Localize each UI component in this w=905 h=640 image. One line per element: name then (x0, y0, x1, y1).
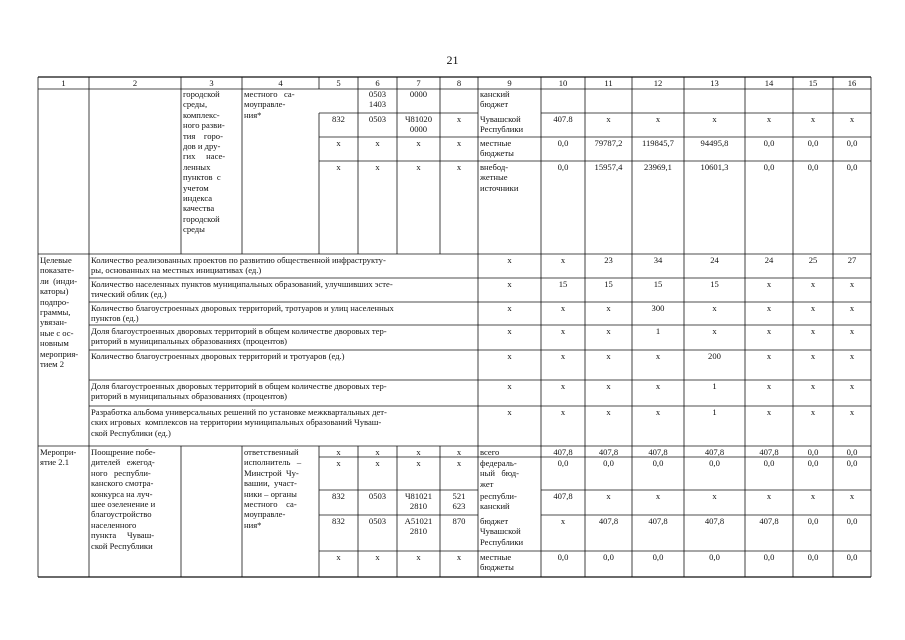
code-cell: x (416, 458, 421, 468)
value-cell: x (655, 407, 661, 417)
value-cell: 0,0 (807, 458, 819, 468)
code-cell: x (416, 447, 421, 457)
indicator-base: x (507, 351, 512, 361)
code-cell: x (416, 552, 421, 562)
value-cell: 0,0 (846, 447, 858, 457)
value-cell: 0,0 (557, 458, 569, 468)
indicator-text: Количество населенных пунктов муниципальных образований, улучшивших эсте- тический облик (ед.) (91, 279, 393, 300)
budget-source: бюджет Чувашской Республики (480, 516, 524, 547)
value-cell: x (849, 326, 855, 336)
value-cell: 15 (653, 279, 663, 289)
value-cell: x (766, 381, 772, 391)
value-cell: 119845,7 (642, 138, 674, 148)
value-cell: 407,8 (553, 491, 573, 501)
value-cell: 79787,2 (594, 138, 623, 148)
col4-executor: местного са- моуправле- ния* (244, 89, 295, 120)
value-cell: x (606, 491, 611, 501)
value-cell: x (655, 114, 661, 124)
code-cell: x (375, 552, 380, 562)
budget-source: Чувашской Республики (480, 114, 524, 135)
value-cell: 15 (604, 279, 613, 289)
budget-source: федераль- ный бюд- жет (480, 458, 520, 489)
value-cell: 1 (712, 407, 717, 417)
header-col-number: 4 (278, 78, 283, 88)
value-cell: x (766, 279, 772, 289)
value-cell: 407,8 (598, 447, 619, 457)
indicator-text: Количество благоустроенных дворовых территорий, тротуаров и улиц населенных пунктов (ед.) (91, 303, 394, 324)
code-cell: x (336, 458, 341, 468)
value-cell: 23 (604, 255, 613, 265)
indicator-text: Доля благоустроенных дворовых территорий в общем количестве дворовых тер- риторий в муниципальных образованиях (процентов) (91, 326, 387, 347)
indicator-text: Количество благоустроенных дворовых территорий и тротуаров (ед.) (91, 351, 345, 361)
value-cell: x (766, 114, 772, 124)
value-cell: x (655, 381, 661, 391)
value-cell: 0,0 (603, 458, 614, 468)
value-cell: 200 (708, 351, 721, 361)
code-cell: x (336, 138, 341, 148)
code-cell: 832 (332, 516, 345, 526)
value-cell: x (560, 516, 566, 526)
value-cell: x (712, 326, 717, 336)
value-cell: 0,0 (709, 458, 720, 468)
header-col-number: 9 (507, 78, 512, 88)
value-cell: x (560, 303, 566, 313)
value-cell: 407,8 (759, 447, 779, 457)
value-cell: x (560, 407, 566, 417)
value-cell: x (560, 381, 566, 391)
value-cell: x (849, 303, 855, 313)
code-cell: x (456, 552, 462, 562)
value-cell: x (810, 407, 816, 417)
event-description: Поощрение побе- дителей ежегод- ного республи- канского смотра- конкурса на луч- шее озеленение и благоустройство населенного пункта Чуваш- ской Республики (91, 447, 156, 551)
value-cell: x (606, 114, 611, 124)
budget-source: республи- канский (480, 491, 517, 512)
value-cell: x (606, 326, 611, 336)
value-cell: 25 (808, 255, 818, 265)
code-cell: x (456, 138, 462, 148)
value-cell: 0,0 (807, 552, 819, 562)
value-cell: x (849, 351, 855, 361)
value-cell: 0,0 (557, 162, 569, 172)
indicator-base: x (507, 407, 512, 417)
code-cell: x (416, 138, 421, 148)
event-executor: ответственный исполнитель – Минстрой Чу- вашии, участ- ники – органы местного са- моуправле- ния* (244, 447, 302, 530)
code-cell: x (375, 447, 380, 457)
value-cell: 407,8 (704, 516, 725, 526)
indicators-label: Целевые показате- ли (инди- каторы) подпро- граммы, увязан- ные с ос- новным мероприя- тием 2 (40, 255, 79, 370)
value-cell: x (766, 491, 772, 501)
budget-source: всего (480, 447, 500, 457)
value-cell: x (849, 491, 855, 501)
header-col-number: 5 (336, 78, 341, 88)
code-target: 0000 (409, 89, 428, 99)
header-col-number: 2 (132, 78, 138, 88)
value-cell: 300 (651, 303, 665, 313)
code-cell: 832 (332, 114, 345, 124)
event-label: Меропри- ятие 2.1 (40, 447, 77, 468)
value-cell: x (849, 407, 855, 417)
code-cell: x (375, 458, 380, 468)
value-cell: x (655, 351, 661, 361)
value-cell: x (606, 351, 611, 361)
header-col-number: 11 (604, 78, 613, 88)
code-cell: x (456, 458, 462, 468)
indicator-base: x (507, 381, 512, 391)
code-cell: x (456, 114, 462, 124)
value-cell: x (766, 303, 772, 313)
value-cell: x (766, 326, 772, 336)
value-cell: x (606, 381, 611, 391)
header-col-number: 14 (764, 78, 774, 88)
code-cell: x (336, 552, 341, 562)
indicator-base: x (507, 326, 512, 336)
value-cell: 23969,1 (644, 162, 672, 172)
page-number: 21 (446, 53, 459, 67)
value-cell: 0,0 (846, 552, 858, 562)
indicator-base: x (507, 255, 512, 265)
header-col-number: 12 (653, 78, 663, 88)
value-cell: x (766, 351, 772, 361)
value-cell: 0,0 (763, 162, 775, 172)
value-cell: 94495,8 (700, 138, 729, 148)
value-cell: x (560, 255, 566, 265)
code-cell: x (375, 162, 380, 172)
code-cell: x (456, 447, 462, 457)
value-cell: 0,0 (807, 138, 819, 148)
value-cell: x (712, 491, 717, 501)
value-cell: x (606, 303, 611, 313)
value-cell: 10601,3 (700, 162, 729, 172)
code-cell: 0503 (368, 491, 387, 501)
value-cell: 1 (712, 381, 717, 391)
value-cell: x (712, 114, 717, 124)
value-cell: 34 (653, 255, 663, 265)
value-cell: x (560, 326, 566, 336)
header-col-number: 3 (209, 78, 214, 88)
value-cell: x (810, 326, 816, 336)
value-cell: 15957,4 (594, 162, 623, 172)
value-cell: x (810, 114, 816, 124)
value-cell: x (712, 303, 717, 313)
value-cell: x (810, 303, 816, 313)
header-col-number: 16 (847, 78, 857, 88)
value-cell: 15 (710, 279, 719, 289)
value-cell: 407,8 (648, 516, 668, 526)
value-cell: 407,8 (648, 447, 668, 457)
indicator-base: x (507, 303, 512, 313)
code-cell: 870 (452, 516, 466, 526)
code-cell: x (416, 162, 421, 172)
indicator-text: Доля благоустроенных дворовых территорий в общем количестве дворовых тер- риторий в муниципальных образованиях (процентов) (91, 381, 387, 402)
value-cell: 24 (710, 255, 719, 265)
value-cell: 0,0 (763, 458, 775, 468)
value-cell: 0,0 (763, 138, 775, 148)
value-cell: x (655, 491, 661, 501)
value-cell: 407.8 (553, 114, 573, 124)
code-cell: x (336, 162, 341, 172)
header-col-number: 7 (416, 78, 421, 88)
value-cell: 0,0 (846, 458, 858, 468)
value-cell: 0,0 (652, 552, 664, 562)
indicator-text: Разработка альбома универсальных решений по установке межквартальных дет- ских игровых комплексов на территории муниципальных образований Чуваш- ской Республики (ед.) (91, 407, 387, 438)
header-col-number: 1 (61, 78, 66, 88)
value-cell: 0,0 (846, 162, 858, 172)
value-cell: 0,0 (763, 552, 775, 562)
value-cell: x (810, 381, 816, 391)
code-cell: А51021 2810 (404, 516, 433, 537)
value-cell: 407,8 (553, 447, 573, 457)
indicator-base: x (507, 279, 512, 289)
code-cell: x (375, 138, 380, 148)
value-cell: 407,8 (704, 447, 725, 457)
value-cell: 0,0 (807, 447, 819, 457)
value-cell: 0,0 (557, 138, 569, 148)
value-cell: x (849, 381, 855, 391)
header-col-number: 10 (558, 78, 568, 88)
value-cell: 0,0 (709, 552, 720, 562)
code-cell: 521 623 (452, 491, 466, 512)
value-cell: x (810, 279, 816, 289)
value-cell: 15 (558, 279, 568, 289)
value-cell: 27 (847, 255, 857, 265)
value-cell: x (810, 351, 816, 361)
value-cell: 24 (764, 255, 774, 265)
budget-source: канский бюджет (480, 89, 510, 110)
code-cell: Ч81021 2810 (404, 491, 433, 512)
value-cell: 1 (655, 326, 661, 336)
value-cell: x (849, 279, 855, 289)
value-cell: 0,0 (652, 458, 664, 468)
budget-source: местные бюджеты (480, 552, 514, 573)
header-col-number: 15 (808, 78, 818, 88)
value-cell: x (766, 407, 772, 417)
value-cell: x (560, 351, 566, 361)
col3-description: городской среды, комплекс- ного разви- тия горо- дов и дру- гих насе- ленных пунктов с учетом индекса качества городской среды (183, 89, 226, 235)
code-cell: x (456, 162, 462, 172)
code-cell: x (336, 447, 341, 457)
code-cell: 0503 (368, 114, 387, 124)
value-cell: 0,0 (846, 138, 858, 148)
value-cell: 0,0 (807, 162, 819, 172)
value-cell: x (810, 491, 816, 501)
value-cell: x (606, 407, 611, 417)
code-section: 0503 1403 (368, 89, 387, 110)
budget-source: местные бюджеты (480, 138, 514, 159)
code-cell: 832 (332, 491, 345, 501)
indicator-text: Количество реализованных проектов по развитию общественной инфраструкту- ры, основанных на местных инициативах (ед.) (91, 255, 386, 276)
budget-source: внебод- жетные источники (480, 162, 519, 193)
header-col-number: 13 (710, 78, 719, 88)
header-col-number: 6 (375, 78, 380, 88)
value-cell: 0,0 (603, 552, 614, 562)
value-cell: x (849, 114, 855, 124)
code-cell: Ч81020 0000 (404, 114, 433, 135)
header-col-number: 8 (456, 78, 462, 88)
value-cell: 407,8 (759, 516, 779, 526)
value-cell: 0,0 (557, 552, 569, 562)
value-cell: 407,8 (598, 516, 619, 526)
code-cell: 0503 (368, 516, 387, 526)
value-cell: 0,0 (807, 516, 819, 526)
value-cell: 0,0 (846, 516, 858, 526)
